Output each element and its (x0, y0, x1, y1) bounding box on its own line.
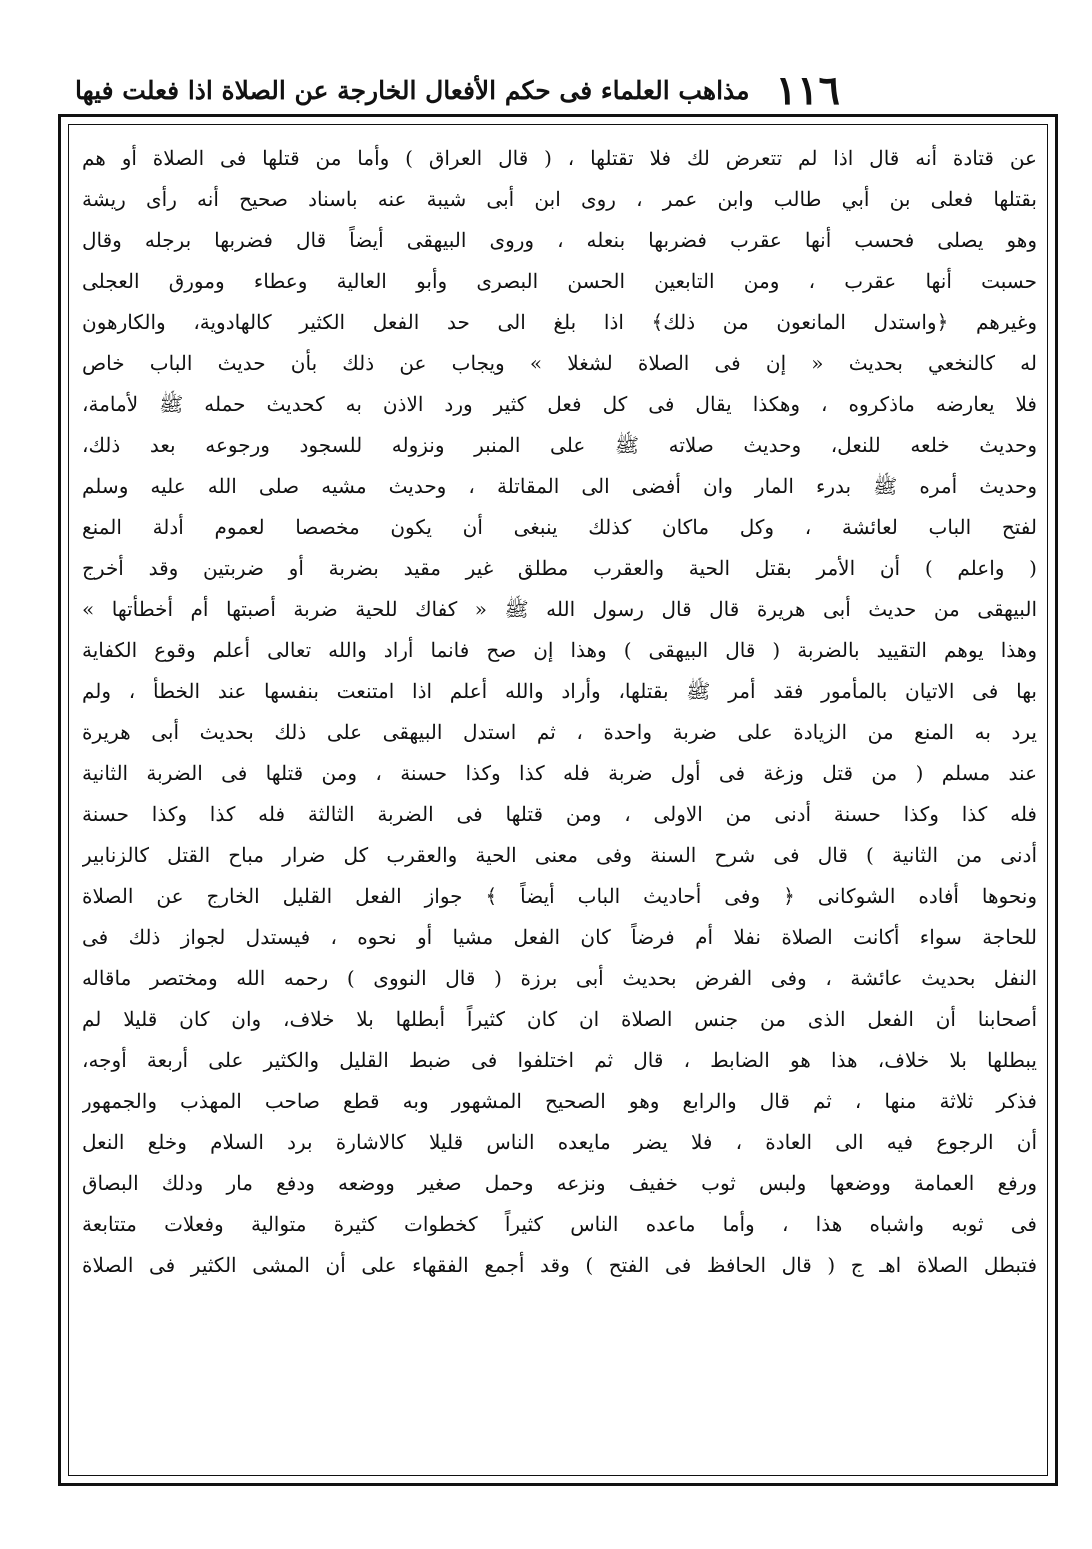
text-line: وحديث خلعه للنعل، وحديث صلاته ﷺ على المنبر ونزوله للسجود ورجوعه بعد ذلك، (82, 433, 1037, 457)
text-line: فله كذا وكذا حسنة أدنى من الاولى ، ومن قتلها فى الضربة الثالثة فله كذا وكذا حسنة (82, 802, 1037, 826)
text-line: ورفع العمامة ووضعها ولبس ثوب خفيف ونزعه وحمل صغير ووضعه ودفع مار ودلك البصاق (82, 1171, 1037, 1195)
text-line: يرد به المنع من الزيادة على ضربة واحدة ، ثم استدل البيهقى على ذلك بحديث أبى هريرة (82, 720, 1037, 744)
text-line: للحاجة سواء أكانت الصلاة نفلا أم فرضاً كان الفعل مشيا أو نحوه ، فيستدل لجواز ذلك فى (82, 925, 1037, 949)
text-line (82, 1286, 1037, 1327)
text-line: عن قتادة أنه قال اذا لم تتعرض لك فلا تقتلها ، ( قال العراق ) وأما من قتلها فى الصلاة أو هم (82, 146, 1037, 170)
text-line: بقتلها فعلى بن أبي طالب وابن عمر ، روى ابن أبى شيبة عنه باسناد صحيح أنه رأى ريشة (82, 187, 1037, 211)
text-line: لفتح الباب لعائشة ، وكل ماكان كذلك ينبغى أن يكون مخصصا لعموم أدلة المنع (82, 515, 1037, 539)
page-header (74, 64, 840, 116)
text-line: أصحابنا أن الفعل الذى من جنس الصلاة ان كان كثيراً أبطلها بلا خلاف، وان كان قليلا لم (82, 1007, 1037, 1031)
text-line: حسبت أنها عقرب ، ومن التابعين الحسن البصرى وأبو العالية وعطاء ومورق العجلى (82, 269, 1037, 293)
text-line: بها فى الاتيان بالمأمور فقد أمر ﷺ بقتلها، وأراد والله أعلم اذا امتنعت بنفسها عند الخطأ ، ولم (82, 679, 1037, 703)
text-line: فذكر ثلاثة منها ، ثم قال والرابع وهو الصحيح المشهور وبه قطع صاحب المهذب والجمهور (82, 1089, 1037, 1113)
text-line: له كالنخعي بحديث « إن فى الصلاة لشغلا » ويجاب عن ذلك بأن حديث الباب خاص (82, 351, 1037, 375)
text-line: أدنى من الثانية ) قال فى شرح السنة وفى معنى الحية والعقرب كل ضرار مباح القتل كالزنابير (82, 843, 1037, 867)
text-line: فى ثوبه واشباه هذا ، وأما ماعده الناس كثيراً كخطوات كثيرة متوالية وفعلات متتابعة (82, 1212, 1037, 1236)
text-line: البيهقى من حديث أبى هريرة قال قال رسول الله ﷺ « كفاك للحية ضربة أصبتها أم أخطأتها » (82, 597, 1037, 621)
text-line: وغيرهم ﴿واستدل المانعون من ذلك﴾ اذا بلغ الى حد الفعل الكثير كالهادوية، والكارهون (82, 310, 1037, 334)
body-text (82, 138, 1037, 1463)
text-line: فتبطل الصلاة اهـ ج ( قال الحافظ فى الفتح ) وقد أجمع الفقهاء على أن المشى الكثير فى الصلاة (82, 1253, 1037, 1277)
text-line: يبطلها بلا خلاف، هذا هو الضابط ، قال ثم اختلفوا فى ضبط القليل والكثير على أربعة أوجه، (82, 1048, 1037, 1072)
text-line: وهو يصلى فحسب أنها عقرب فضربها بنعله ، وروى البيهقى أيضاً قال فضربها برجله وقال (82, 228, 1037, 252)
text-line: ( واعلم ) أن الأمر بقتل الحية والعقرب مطلق غير مقيد بضربة أو ضربتين وقد أخرج (82, 556, 1037, 580)
text-line: ونحوها أفاده الشوكانى ﴿ وفى أحاديث الباب أيضاً ﴾ جواز الفعل القليل الخارج عن الصلاة (82, 884, 1037, 908)
text-line: وحديث أمره ﷺ بدرء المار وان أفضى الى المقاتلة ، وحديث مشيه صلى الله عليه وسلم (82, 474, 1037, 498)
page-number: ١١٦ (775, 66, 840, 114)
text-line: النفل بحديث عائشة ، وفى الفرض بحديث أبى برزة ( قال النووى ) رحمه الله ومختصر ماقاله (82, 966, 1037, 990)
text-line: أن الرجوع فيه الى العادة ، فلا يضر مايعده الناس قليلا كالاشارة برد السلام وخلع النعل (82, 1130, 1037, 1154)
running-title: مذاهب العلماء فى حكم الأفعال الخارجة عن الصلاة اذا فعلت فيها (74, 75, 750, 105)
text-line: فلا يعارضه ماذكروه ، وهكذا يقال فى كل فعل كثير ورد الاذن به كحديث حمله ﷺ لأمامة، (82, 392, 1037, 416)
text-line: وهذا يوهم التقييد بالضربة ( قال البيهقى ) وهذا إن صح فانما أراد والله تعالى أعلم وقوع الكفاية (82, 638, 1037, 662)
text-line: عند مسلم ( من قتل وزغة فى أول ضربة فله كذا وكذا حسنة ، ومن قتلها فى الضربة الثانية (82, 761, 1037, 785)
